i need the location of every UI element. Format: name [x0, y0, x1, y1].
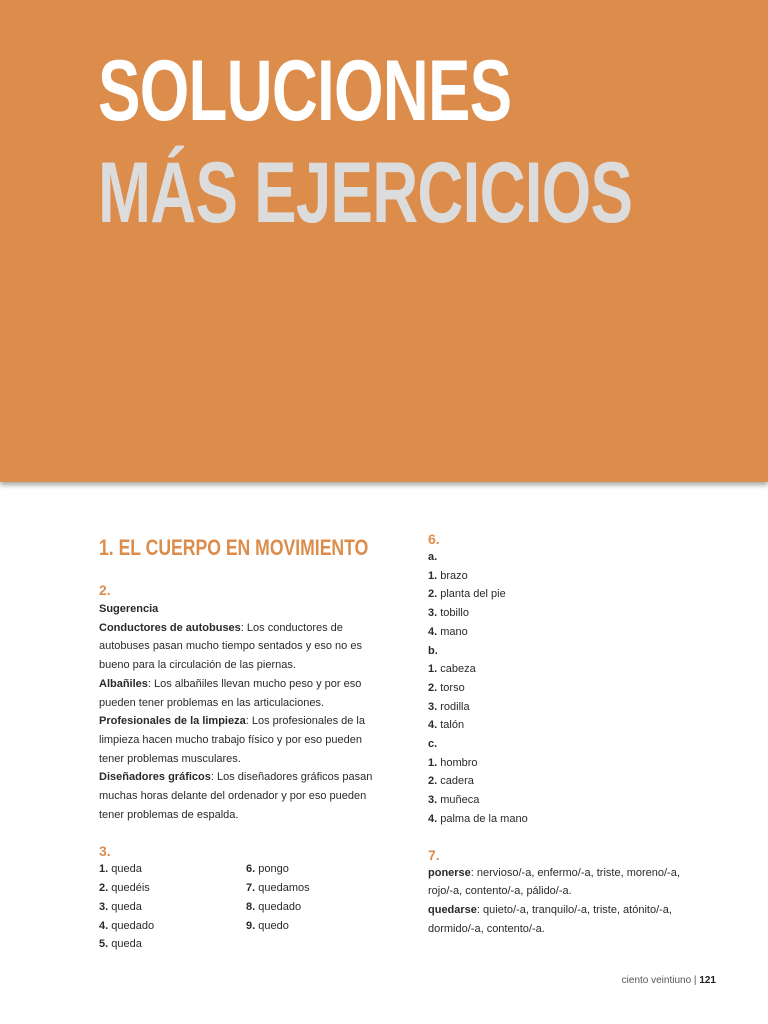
- answer-item: [246, 898, 366, 917]
- verb-item: [428, 901, 698, 938]
- answer-value: quedo: [258, 919, 289, 932]
- answer-item: [428, 754, 718, 773]
- answer-value: talón: [440, 719, 465, 732]
- suggestion-term: Albañiles: [99, 677, 148, 690]
- exercise-number-7: 7.: [428, 846, 440, 863]
- answer-number: 2.: [99, 882, 109, 895]
- answer-value: queda: [111, 900, 142, 913]
- suggestion-item: [99, 675, 384, 712]
- suggestion-text: : Los conductores de autobuses pasan mucho tiempo sentados y eso no es bueno para la circulación de las piernas.: [99, 621, 362, 672]
- answer-number: 1.: [99, 863, 109, 876]
- answer-item: [428, 772, 718, 791]
- answer-number: 3.: [428, 794, 438, 807]
- answer-item: [99, 917, 246, 936]
- answer-item: [246, 917, 366, 936]
- answer-item: [428, 660, 718, 679]
- left-column: [99, 530, 399, 954]
- answer-number: 5.: [99, 938, 109, 951]
- answer-value: hombro: [440, 756, 478, 769]
- page-number: 121: [699, 975, 716, 986]
- answer-value: brazo: [440, 569, 468, 582]
- answer-number: 3.: [99, 900, 109, 913]
- answer-item: [428, 604, 718, 623]
- answer-value: rodilla: [440, 700, 470, 713]
- verb-text: : quieto/-a, tranquilo/-a, triste, atónito/-a, dormido/-a, contento/-a.: [428, 903, 672, 935]
- answer-item: [246, 860, 366, 879]
- answer-item: [428, 810, 718, 829]
- answer-value: torso: [440, 681, 465, 694]
- exercise-number-3: 3.: [99, 843, 111, 860]
- answer-value: pongo: [258, 863, 289, 876]
- right-column: [428, 530, 718, 938]
- answer-value: queda: [111, 863, 142, 876]
- answer-item: [246, 879, 366, 898]
- suggestion-term: Conductores de autobuses: [99, 621, 241, 634]
- verb-term: quedarse: [428, 903, 477, 916]
- answer-item: [428, 716, 718, 735]
- page-title: SOLUCIONES: [98, 43, 512, 139]
- exercise-number-6: 6.: [428, 531, 440, 547]
- answer-item: [428, 791, 718, 810]
- answer-number: 1.: [428, 756, 438, 769]
- section-heading: 1. EL CUERPO EN MOVIMIENTO: [99, 535, 369, 560]
- answer-value: quedado: [111, 919, 155, 932]
- suggestion-item: [99, 712, 384, 768]
- answer-number: 4.: [99, 919, 109, 932]
- answer-number: 9.: [246, 919, 256, 932]
- page-subtitle: MÁS EJERCICIOS: [98, 145, 633, 241]
- answer-value: quedéis: [111, 882, 150, 895]
- answer-number: 7.: [246, 882, 256, 895]
- answer-number: 3.: [428, 700, 438, 713]
- suggestion-text: : Los albañiles llevan mucho peso y por eso pueden tener problemas en las articulaciones.: [99, 677, 362, 709]
- answer-number: 8.: [246, 900, 256, 913]
- suggestion-item: [99, 768, 384, 824]
- answer-value: palma de la mano: [440, 812, 528, 825]
- answer-number: 2.: [428, 588, 438, 601]
- answer-number: 4.: [428, 719, 438, 732]
- group-label: c.: [428, 738, 438, 751]
- verb-term: ponerse: [428, 866, 471, 879]
- suggestion-term: Profesionales de la limpieza: [99, 715, 246, 728]
- page-footer: [622, 975, 716, 986]
- answer-value: planta del pie: [440, 588, 506, 601]
- answer-value: muñeca: [440, 794, 480, 807]
- answer-number: 4.: [428, 625, 438, 638]
- header-banner: [0, 0, 768, 482]
- answer-item: [428, 567, 718, 586]
- answer-value: quedado: [258, 900, 302, 913]
- suggestion-text: : Los profesionales de la limpieza hacen mucho trabajo físico y por eso pueden tener problemas musculares.: [99, 715, 365, 765]
- answer-item: [428, 698, 718, 717]
- answer-value: mano: [440, 625, 468, 638]
- answer-item: [428, 679, 718, 698]
- verb-item: [428, 864, 698, 901]
- answer-number: 2.: [428, 681, 438, 694]
- answer-number: 3.: [428, 607, 438, 620]
- answer-number: 1.: [428, 569, 438, 582]
- answer-item: [99, 935, 246, 954]
- answer-item: [428, 585, 718, 604]
- answer-value: cadera: [440, 775, 474, 788]
- suggestion-text: : Los diseñadores gráficos pasan muchas horas delante del ordenador y por eso pueden tener problemas de espalda.: [99, 771, 373, 821]
- suggestion-item: [99, 619, 384, 675]
- answer-value: quedamos: [258, 882, 310, 895]
- suggestion-term: Diseñadores gráficos: [99, 771, 211, 784]
- answer-item: [428, 623, 718, 642]
- answer-number: 1.: [428, 663, 438, 676]
- suggestion-label: Sugerencia: [99, 603, 159, 615]
- footer-text: ciento veintiuno |: [621, 975, 700, 986]
- answer-grid: [99, 860, 399, 954]
- group-label: b.: [428, 644, 438, 657]
- answer-number: 2.: [428, 775, 438, 788]
- answer-number: 4.: [428, 812, 438, 825]
- answer-value: tobillo: [440, 607, 469, 620]
- answer-value: cabeza: [440, 663, 476, 676]
- answer-value: queda: [111, 938, 142, 951]
- answer-item: [99, 898, 246, 917]
- group-label: a.: [428, 551, 438, 563]
- answer-item: [99, 860, 246, 879]
- answer-item: [99, 879, 246, 898]
- verb-text: : nervioso/-a, enfermo/-a, triste, moreno/-a, rojo/-a, contento/-a, pálido/-a.: [428, 866, 680, 898]
- exercise-number-2: 2.: [99, 582, 111, 598]
- answer-number: 6.: [246, 863, 256, 876]
